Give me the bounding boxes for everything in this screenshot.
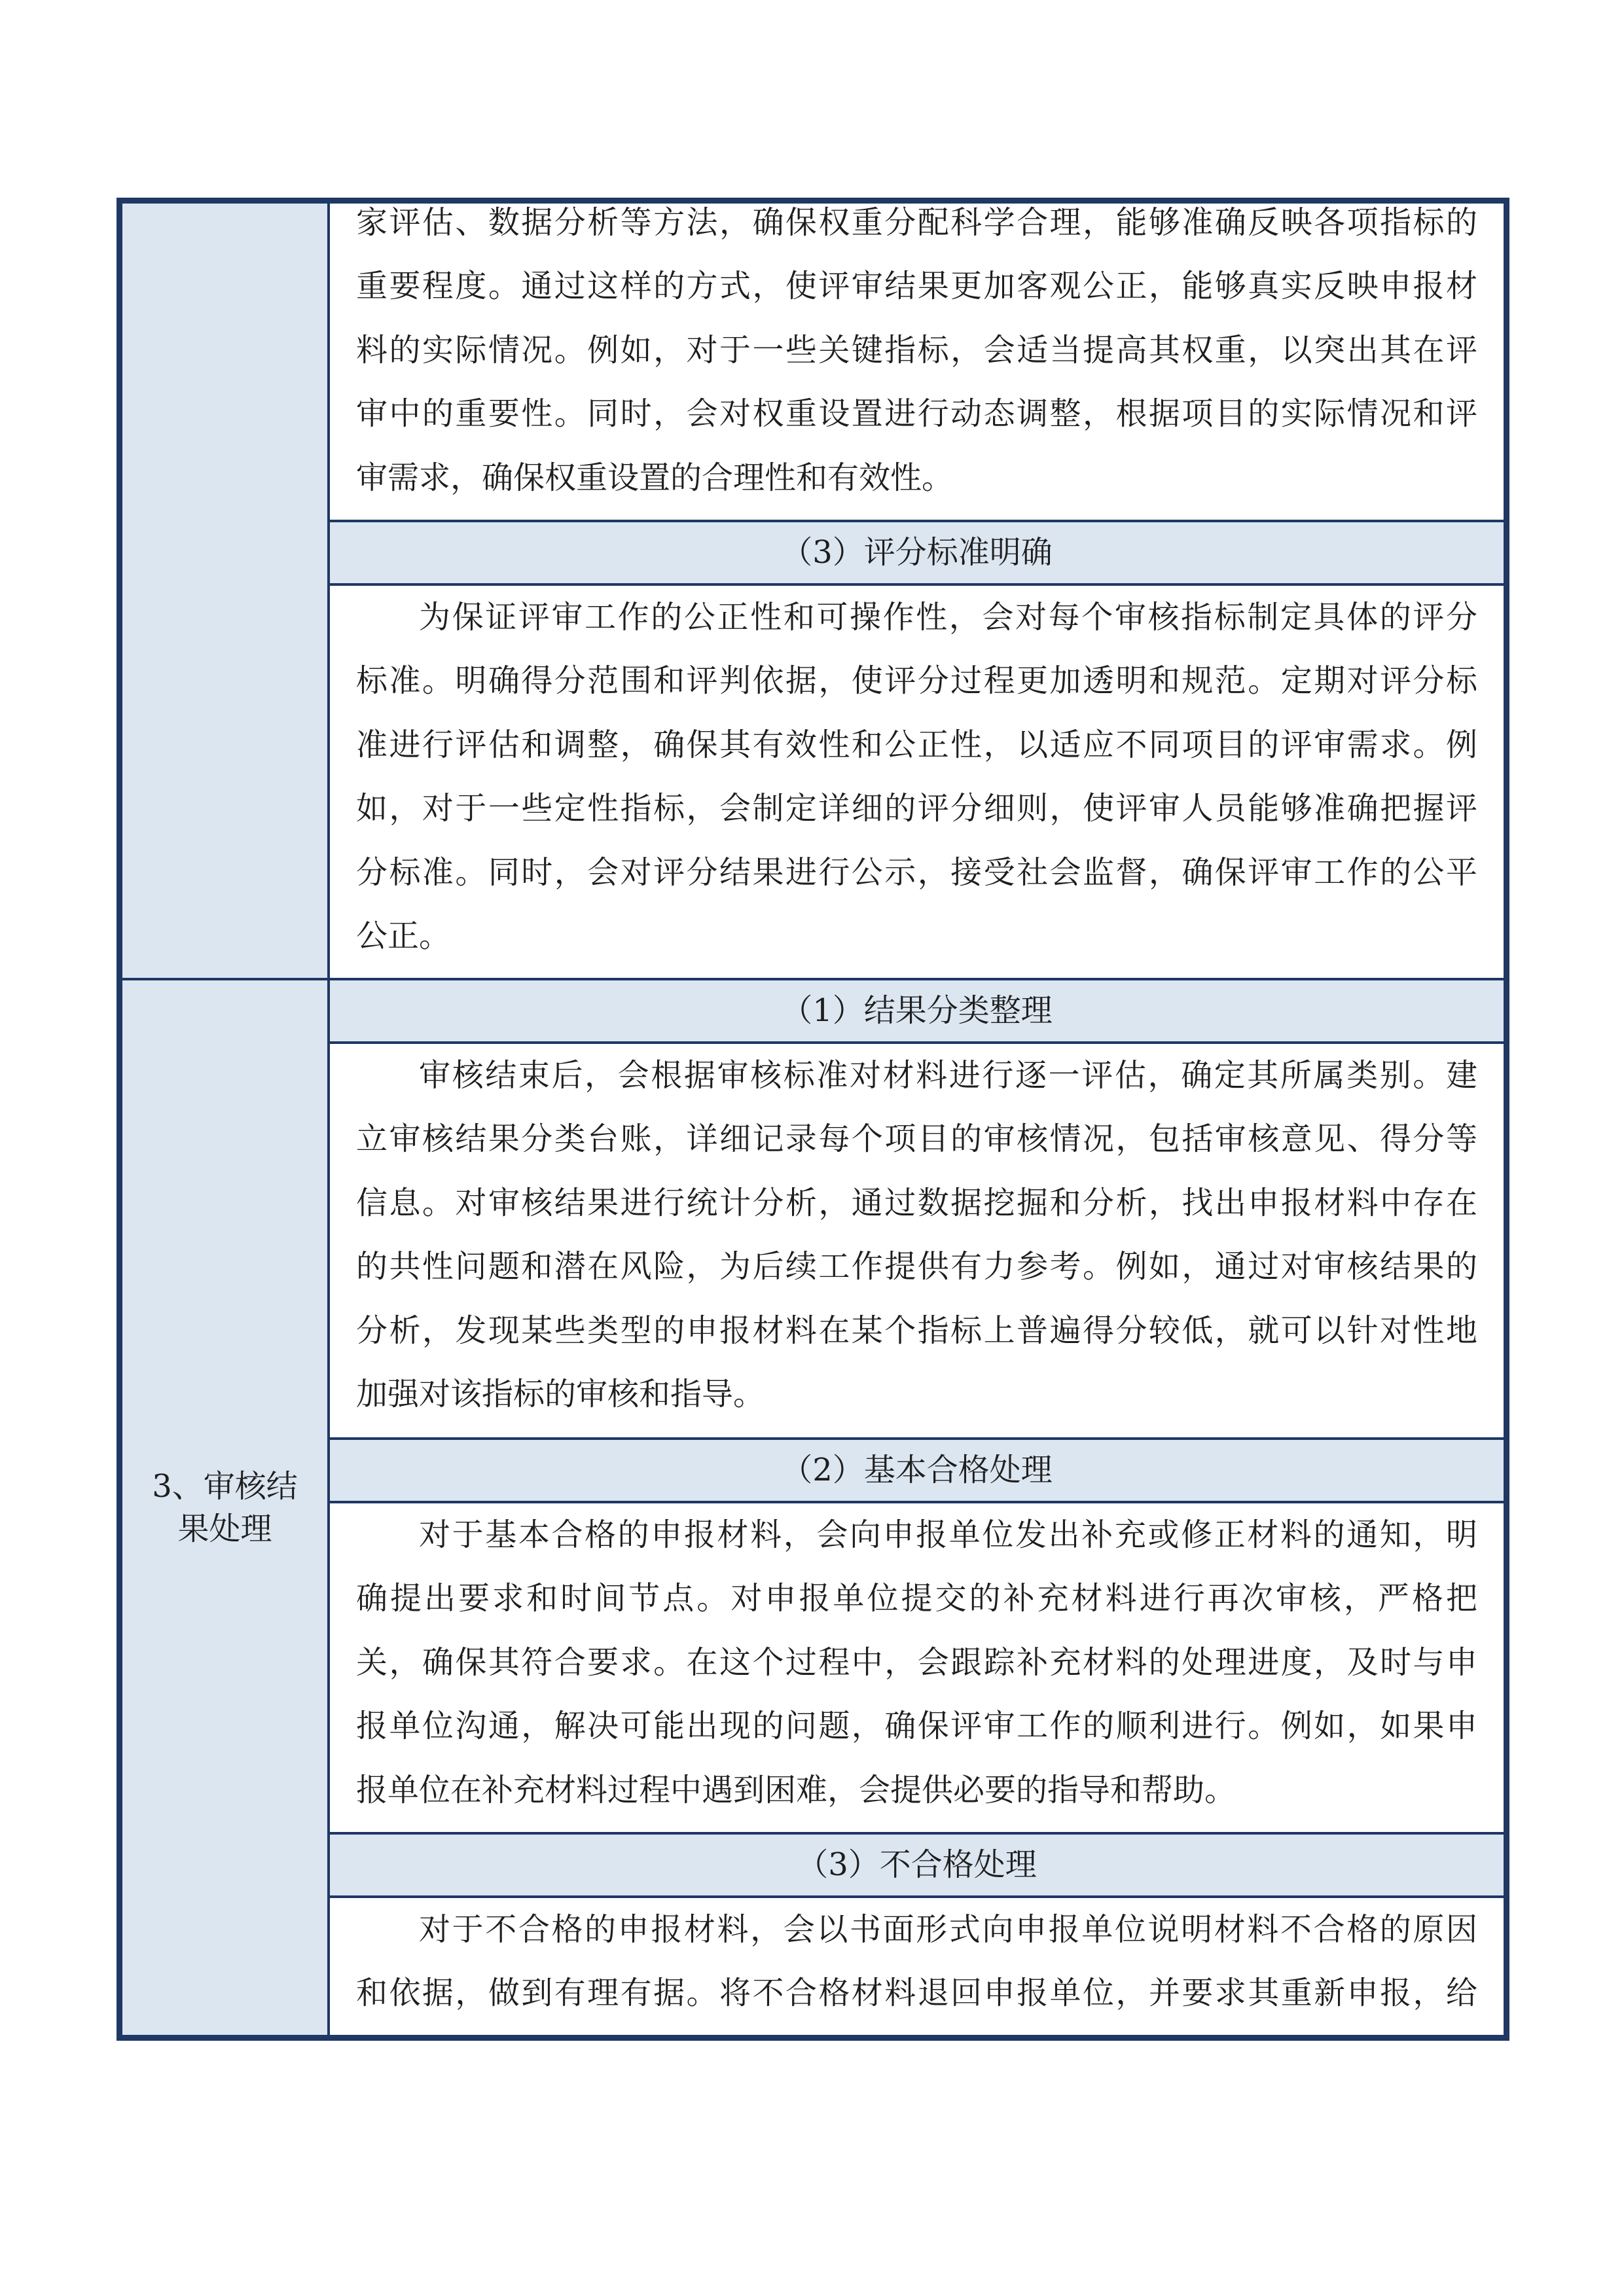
paragraph-line: 如，对于一些定性指标，会制定详细的评分细则，使评审人员能够准确把握评 [356,790,1477,827]
paragraph-line: 分析，发现某些类型的申报材料在某个指标上普遍得分较低，就可以针对性地 [356,1312,1477,1349]
paragraph-line: 审核结束后，会根据审核标准对材料进行逐一评估，确定其所属类别。建 [419,1057,1477,1094]
paragraph-line: 信息。对审核结果进行统计分析，通过数据挖掘和分析，找出申报材料中存在 [356,1184,1477,1221]
paragraph-line: 料的实际情况。例如，对于一些关键指标，会适当提高其权重，以突出其在评 [356,331,1477,368]
paragraph-line: 公正。 [356,917,451,954]
section-label: 3、审核结果处理 [152,1467,298,1547]
subsection-heading-classification: （1）结果分类整理 [330,980,1504,1041]
paragraph-line: 对于基本合格的申报材料，会向申报单位发出补充或修正材料的通知，明 [419,1516,1477,1553]
paragraph-line: 准进行评估和调整，确保其有效性和公正性，以适应不同项目的评审需求。例 [356,726,1477,763]
paragraph-line: 为保证评审工作的公正性和可操作性，会对每个审核指标制定具体的评分 [419,599,1477,636]
section-label-cell [122,980,327,2035]
classification-paragraph [330,1044,1504,1437]
paragraph-line: 加强对该指标的审核和指导。 [356,1375,765,1412]
paragraph-line: 分标准。同时，会对评分结果进行公示，接受社会监督，确保评审工作的公平 [356,853,1477,891]
paragraph-line: 审需求，确保权重设置的合理性和有效性。 [356,459,954,496]
subsection-heading-unqualified: （3）不合格处理 [330,1835,1504,1895]
paragraph-line: 对于不合格的申报材料，会以书面形式向申报单位说明材料不合格的原因 [419,1911,1477,1948]
paragraph-line: 确提出要求和时间节点。对申报单位提交的补充材料进行再次审核，严格把 [356,1580,1477,1617]
paragraph-line: 报单位在补充材料过程中遇到困难，会提供必要的指导和帮助。 [356,1771,1236,1808]
left-blank-cell [122,204,327,978]
scoring-standard-paragraph [330,586,1504,978]
paragraph-line: 审中的重要性。同时，会对权重设置进行动态调整，根据项目的实际情况和评 [356,395,1477,433]
paragraph-line: 关，确保其符合要求。在这个过程中，会跟踪补充材料的处理进度，及时与申 [356,1643,1477,1681]
subsection-heading-basic-qualified: （2）基本合格处理 [330,1440,1504,1501]
paragraph-line: 立审核结果分类台账，详细记录每个项目的审核情况，包括审核意见、得分等 [356,1121,1477,1158]
paragraph-line: 标准。明确得分范围和评判依据，使评分过程更加透明和规范。定期对评分标 [356,662,1477,700]
paragraph-line: 的共性问题和潜在风险，为后续工作提供有力参考。例如，通过对审核结果的 [356,1248,1477,1285]
continuation-paragraph [330,204,1504,520]
paragraph-line: 和依据，做到有理有据。将不合格材料退回申报单位，并要求其重新申报，给 [356,1975,1477,2012]
paragraph-line: 家评估、数据分析等方法，确保权重分配科学合理，能够准确反映各项指标的 [356,204,1477,241]
basic-qualified-paragraph [330,1503,1504,1832]
unqualified-paragraph [330,1898,1504,2035]
paragraph-line: 重要程度。通过这样的方式，使评审结果更加客观公正，能够真实反映申报材 [356,268,1477,305]
review-table [117,198,1509,2041]
subsection-heading-scoring-standard: （3）评分标准明确 [330,522,1504,583]
paragraph-line: 报单位沟通，解决可能出现的问题，确保评审工作的顺利进行。例如，如果申 [356,1708,1477,1745]
